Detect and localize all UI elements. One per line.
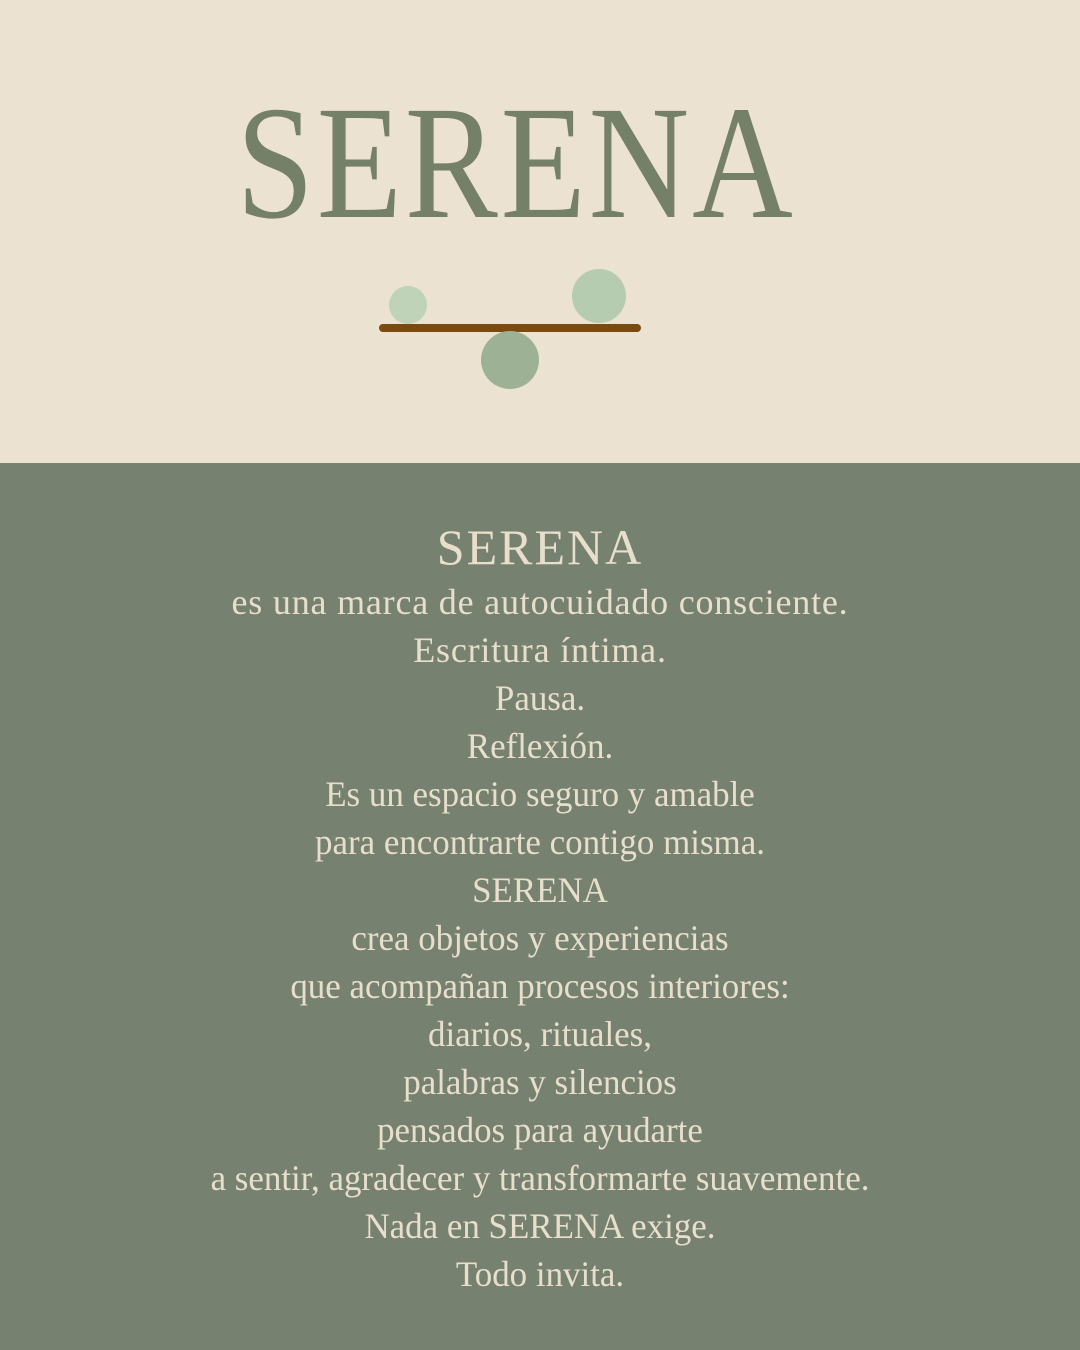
statement-line: Reflexión. — [466, 726, 614, 766]
statement-line: palabras y silencios — [403, 1062, 677, 1102]
statement-line: SERENA — [472, 870, 608, 910]
balance-large-circle-icon — [572, 269, 626, 323]
balance-graphic — [379, 269, 641, 391]
brand-title: SERENA — [236, 73, 796, 253]
statement-line: Escritura íntima. — [413, 630, 667, 670]
hero-section — [0, 0, 1080, 463]
statement-line: es una marca de autocuidado consciente. — [231, 582, 849, 622]
statement-line: para encontrarte contigo misma. — [315, 822, 765, 862]
statement-line: Nada en SERENA exige. — [364, 1206, 716, 1246]
statement-line: Es un espacio seguro y amable — [325, 774, 755, 814]
statement-section — [0, 463, 1080, 1350]
statement-line: pensados para ayudarte — [377, 1110, 703, 1150]
statement-line: que acompañan procesos interiores: — [290, 966, 790, 1006]
statement-line: Todo invita. — [455, 1254, 625, 1294]
balance-bottom-circle-icon — [481, 331, 539, 389]
statement-line: diarios, rituales, — [427, 1014, 653, 1054]
statement-line: a sentir, agradecer y transformarte suavemente. — [210, 1158, 870, 1198]
statement-line: Pausa. — [494, 678, 586, 718]
statement-line: crea objetos y experiencias — [351, 918, 729, 958]
balance-small-circle-icon — [389, 286, 427, 324]
statement-heading: SERENA — [436, 519, 644, 575]
